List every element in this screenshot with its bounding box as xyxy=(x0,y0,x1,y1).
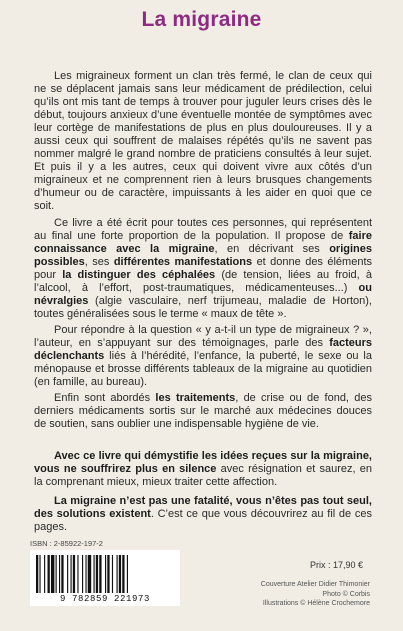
paragraph-triggers xyxy=(34,324,372,389)
barcode-bar xyxy=(56,555,57,593)
barcode-bar xyxy=(119,555,121,593)
barcode xyxy=(30,550,180,606)
text-run: (algie vasculaire, nerf trijumeau, maladie de Horton), toutes généralisées sous le terme « maux de tête ». xyxy=(34,294,372,320)
text-run: , ses xyxy=(84,255,114,268)
text-run: (de tension, liées au froid, à l’alcool, à l’effort, post-traumatiques, médicamenteuses...) xyxy=(34,268,372,294)
credit-illustrations: Illustrations © Hélène Crochemore xyxy=(262,600,370,607)
bold-phrase: les traitements xyxy=(155,392,236,405)
bold-phrase: facteurs déclenchants xyxy=(34,336,372,362)
barcode-bar xyxy=(107,555,109,593)
barcode-bar xyxy=(36,555,38,593)
paragraph-purpose xyxy=(34,217,372,321)
barcode-bar xyxy=(105,555,106,593)
text-run: Ce livre a été écrit pour toutes ces personnes, qui représentent au final une forte proportion de la population. Il propose de xyxy=(34,216,372,242)
barcode-bar xyxy=(71,555,72,593)
barcode-bar xyxy=(117,555,118,593)
barcode-bar xyxy=(59,555,60,593)
barcode-bars xyxy=(36,555,174,593)
text-run: , en décrivant ses xyxy=(214,242,330,255)
barcode-bar xyxy=(94,555,95,593)
barcode-bar xyxy=(96,555,98,593)
paragraph-treatments xyxy=(34,392,372,431)
barcode-digits: 9 782859 221973 xyxy=(59,594,150,604)
barcode-bar xyxy=(85,555,86,593)
barcode-bar xyxy=(48,555,50,593)
price-label: Prix : 17,90 € xyxy=(310,560,364,570)
bold-phrase: ou névralgies xyxy=(34,281,372,307)
book-title: La migraine xyxy=(141,8,262,31)
text-run: Pour répondre à la question « y a-t-il un type de migraineux ? », l’auteur, en s’appuyant sur des témoignages, parle des xyxy=(34,323,372,349)
credit-photo: Photo © Corbis xyxy=(322,590,370,598)
credit-cover: Couverture Atelier Didier Thimonier xyxy=(260,581,370,588)
text-run: Les migraineux forment un clan très fermé, le clan de ceux qui ne se déplacent jamais sans leur médicament de prédilection, celui qu’ils ont mis tant de temps à trouver pour juguler leurs crises dès le début, toujours anxieux d’une éventuelle montée de symptômes avec leur cortège de manifestations de plus en plus douloureuses. Il y a aussi ceux qui souffrent de malaises répétés qu’ils ne savent pas nommer malgré le grand nombre de praticiens consultés à leur sujet. Et puis il y a les autres, ceux qui doivent vivre aux côtés d’un migraineux et ne comprennent rien à leurs brusques changements d’humeur ou de caractère, impuissants à les aider en quoi que ce soit. xyxy=(34,70,372,213)
barcode-bar xyxy=(122,555,124,593)
barcode-bar xyxy=(61,555,63,593)
barcode-bar xyxy=(73,555,75,593)
text-run: . C’est ce que vous découvrirez au fil de ces pages. xyxy=(34,508,372,534)
back-cover-text xyxy=(34,70,372,431)
bold-phrase: différentes manifestations xyxy=(113,255,253,268)
barcode-bar xyxy=(44,555,45,593)
barcode-bar xyxy=(77,555,78,593)
barcode-bar xyxy=(88,555,91,593)
bold-phrase: Avec ce livre qui démystifie les idées reçues sur la migraine, vous ne souffrirez plus en silence xyxy=(34,450,372,476)
text-run: , de crise ou de fond, des derniers médicaments sortis sur le marché aux médecines douces de soutien, sans oublier une indispensable hygiène de vie. xyxy=(34,392,372,431)
barcode-bar xyxy=(127,555,128,593)
bold-phrase: la distinguer des céphalées xyxy=(62,268,216,281)
bold-phrase: origines possibles xyxy=(34,242,372,268)
paragraph-promise xyxy=(34,450,372,489)
barcode-bar xyxy=(39,555,40,593)
text-run: Enfin sont abordés xyxy=(54,392,156,405)
credits xyxy=(190,580,370,609)
bold-phrase: La migraine n’est pas une fatalité, vous n’êtes pas tout seul, des solutions existent xyxy=(34,495,372,521)
text-run: et donne des éléments pour xyxy=(34,255,373,281)
text-run: avec résignation et saurez, en la comprenant mieux, mieux traiter cette affection. xyxy=(34,463,372,489)
barcode-bar xyxy=(112,555,113,593)
barcode-bar xyxy=(99,555,101,593)
isbn-label: ISBN : 2-85922-197-2 xyxy=(30,539,103,548)
closing-text xyxy=(34,450,372,540)
barcode-bar xyxy=(82,555,83,593)
paragraph-conclusion xyxy=(34,495,372,534)
bold-phrase: faire connaissance avec la migraine xyxy=(34,229,372,255)
barcode-bar xyxy=(51,555,54,593)
barcode-bar xyxy=(67,555,68,593)
text-run: liés à l’hérédité, l’enfance, la puberté, le sexe ou la ménopause et brosse différents tableaux de la migraine au quotidien (en famille, au bureau). xyxy=(34,349,372,389)
paragraph-intro xyxy=(34,70,372,214)
